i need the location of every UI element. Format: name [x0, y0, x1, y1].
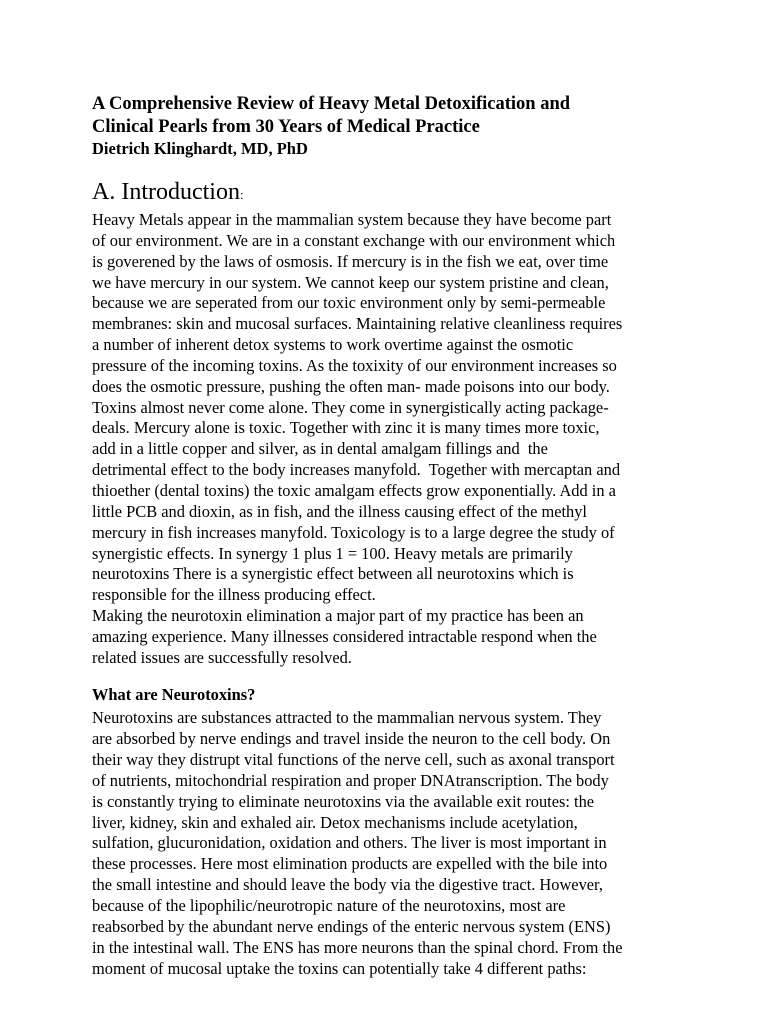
introduction-paragraphs	[92, 210, 692, 669]
text-line: synergistic effects. In synergy 1 plus 1 = 100. Heavy metals are primarily	[92, 543, 573, 563]
text-line: because we are seperated from our toxic environment only by semi-permeable	[92, 293, 606, 313]
text-line: is constantly trying to eliminate neurotoxins via the available exit routes: the	[92, 791, 595, 811]
document-author: Dietrich Klinghardt, MD, PhD	[92, 139, 308, 158]
text-line: Toxins almost never come alone. They come in synergistically acting package-	[92, 397, 609, 417]
text-line: deals. Mercury alone is toxic. Together with zinc it is many times more toxic,	[92, 418, 600, 438]
title-line: Clinical Pearls from 30 Years of Medical Practice	[92, 117, 480, 137]
neurotoxins-paragraphs	[92, 708, 692, 979]
text-line: Making the neurotoxin elimination a major part of my practice has been an	[92, 606, 584, 626]
text-line: reabsorbed by the abundant nerve endings of the enteric nervous system (ENS)	[92, 916, 611, 936]
document-content	[92, 93, 692, 979]
text-line: the small intestine and should leave the body via the digestive tract. However,	[92, 875, 603, 895]
text-line: membranes: skin and mucosal surfaces. Maintaining relative cleanliness requires	[92, 314, 623, 334]
text-line: of nutrients, mitochondrial respiration and proper DNAtranscription. The body	[92, 770, 609, 790]
section-heading-colon: :	[239, 187, 244, 202]
text-line: is goverened by the laws of osmosis. If mercury is in the fish we eat, over time	[92, 251, 609, 271]
text-line: we have mercury in our system. We cannot keep our system pristine and clean,	[92, 272, 609, 292]
text-line: add in a little copper and silver, as in dental amalgam fillings and the	[92, 439, 548, 459]
text-line: in the intestinal wall. The ENS has more neurons than the spinal chord. From the	[92, 937, 623, 957]
text-line: Heavy Metals appear in the mammalian system because they have become part	[92, 210, 612, 229]
text-line: are absorbed by nerve endings and travel inside the neuron to the cell body. On	[92, 729, 611, 749]
text-line: sulfation, glucuronidation, oxidation and others. The liver is most important in	[92, 833, 607, 853]
text-line: mercury in fish increases manyfold. Toxicology is to a large degree the study of	[92, 522, 615, 542]
text-line: because of the lipophilic/neurotropic nature of the neurotoxins, most are	[92, 896, 566, 915]
text-line: liver, kidney, skin and exhaled air. Detox mechanisms include acetylation,	[92, 812, 578, 832]
section-heading-text: A. Introduction	[92, 179, 240, 205]
text-line: neurotoxins There is a synergistic effect between all neurotoxins which is	[92, 564, 574, 584]
title-line: A Comprehensive Review of Heavy Metal Detoxification and	[92, 94, 571, 114]
text-line: thioether (dental toxins) the toxic amalgam effects grow exponentially. Add in a	[92, 480, 616, 500]
text-line: pressure of the incoming toxins. As the toxixity of our environment increases so	[92, 355, 617, 375]
text-line: Neurotoxins are substances attracted to the mammalian nervous system. They	[92, 708, 602, 728]
section-heading-neurotoxins: What are Neurotoxins?	[92, 684, 256, 704]
section-heading-introduction	[92, 178, 692, 209]
text-line: a number of inherent detox systems to work overtime against the osmotic	[92, 335, 574, 355]
text-line: these processes. Here most elimination products are expelled with the bile into	[92, 854, 608, 874]
text-line: related issues are successfully resolved.	[92, 647, 352, 667]
text-line: of our environment. We are in a constant exchange with our environment which	[92, 230, 616, 250]
text-line: detrimental effect to the body increases manyfold. Together with mercaptan and	[92, 460, 621, 480]
text-line: moment of mucosal uptake the toxins can potentially take 4 different paths:	[92, 958, 587, 978]
text-line: does the osmotic pressure, pushing the often man- made poisons into our body.	[92, 376, 610, 396]
text-line: little PCB and dioxin, as in fish, and the illness causing effect of the methyl	[92, 501, 587, 521]
text-line: their way they distrupt vital functions of the nerve cell, such as axonal transport	[92, 750, 615, 770]
text-line: amazing experience. Many illnesses considered intractable respond when the	[92, 626, 597, 646]
text-line: responsible for the illness producing effect.	[92, 585, 376, 605]
document-title	[92, 93, 692, 139]
